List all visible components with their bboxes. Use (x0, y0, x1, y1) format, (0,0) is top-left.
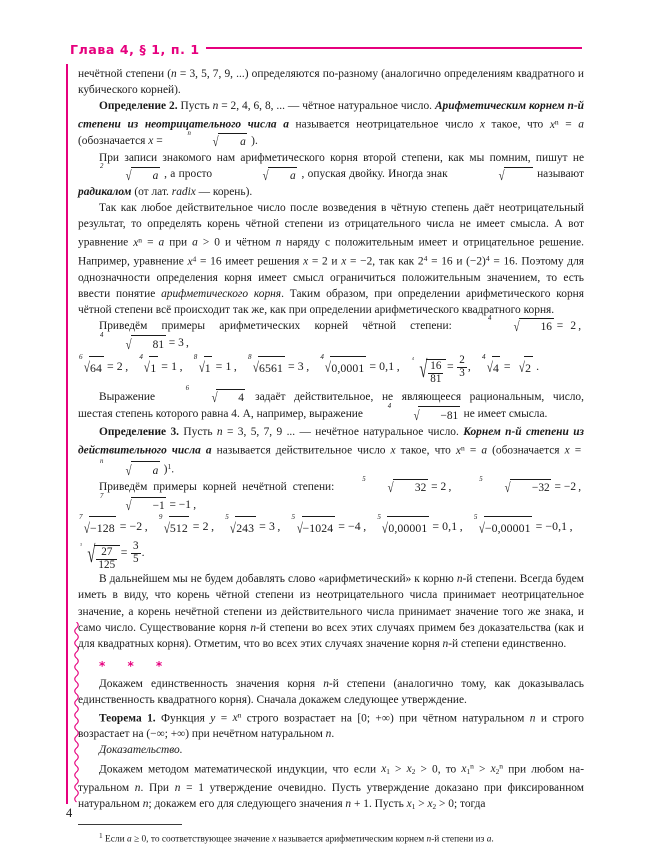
term-arithmetic-root: арифметического корня (161, 287, 282, 300)
footnote-ref: 1 (167, 461, 172, 471)
latin-radix: radix (171, 186, 196, 199)
radical-2-a: 2 √ a (100, 163, 159, 184)
footnote-text: $^1$ Если a ≥ 0, то соответствующее значение x называется арифметическим корнем n-й степени из a. (99, 830, 494, 844)
definition-3-label: Определение 3. (99, 425, 180, 438)
math-row-even-examples: 6 √64 = 2 , 4 √1 = 1 , 8 √1 = 1 , 8 √6561 = 3 , 4 √0,0001 = 0,1 , 4 √ $\frac{16}{81}$ = $\frac{2}{3}$ , 4 √4 = √2 . (79, 352, 540, 385)
paragraph-expression-6root4: Выражение 6 √ 4 задаёт действительное, не являющееся рациональным, число, шестая степень которого равна 4. А, например, выражение 4 √ −81 не имеет смысла. (78, 385, 584, 424)
definition-3: Определение 3. Пусть n = 3, 5, 7, 9 ... — нечётное натуральное число. Корнем n-й степени из действительного числа a называется действительное число x такое, что $x^n = a$ (обозначается x = n √ a )$^1$. (78, 425, 584, 479)
radical-7-neg128: 7 √−128 (79, 516, 116, 539)
paragraph-even-degree: Так как любое действительное число после возведения в чётную степень даёт неотрицательный результат, то определять корень чётной степени из отрицательного числа не имеет смысла. А вот уравнение $x^n = a$ при a > 0 и чётном n наряду с положительным имеет и отрицательное решение. Например, уравнение $x^4 = 16$ имеет решения x = 2 и x = −2, так как $2^4 = 16$ и $(-2)^4 = 16$. Поэтому для однозначности определения корня имеет смысл ограничиться положительным значением, то есть ввести понятие арифметического корня. Таким образом, при определении арифметического корня чётной степени всё происходит так же, как при определении арифметического квадратного корня. (78, 202, 584, 316)
radical-6-4: 6 √ 4 (185, 385, 244, 407)
radical-sqrt-a: √ a (216, 167, 297, 185)
text-column (78, 66, 584, 846)
radical-6-64: 6 √64 (79, 356, 104, 379)
math-row-odd-fraction: 3 √ $\frac{27}{125}$ = $\frac{3}{5}$ . (80, 539, 145, 571)
paragraph-future-convention: В дальнейшем мы не будем добавлять слово «арифметический» к корню n-й степени. Всегда будем иметь в виду, что корень чётной степени из неотрицательного числа принимает неотрицательное значение, а корень нечётной степени из действительного числа принимает значение того же знака, и само число. Существование корня n-й степени во всех этих случаях примем без доказательства (как и для квадратных корня). Отметим, что во всех этих случаях значение корня n-й степени единственно. (78, 573, 584, 650)
definition-2-term: Арифметическим корнем n-й степени из неотрицательного числа a (78, 100, 584, 131)
radical-4-4: 4 √4 (482, 356, 501, 379)
paragraph-continuation: нечётной степени (n = 3, 5, 7, 9, ...) определяются по-разному (аналогично определениям квадратного и кубического корней). (78, 68, 585, 97)
proof-label (78, 742, 584, 758)
paragraph-radical: При записи знакомого нам арифметического корня второй степени, как мы помним, пишут не 2 √ a , а просто √ a , опуская двойку. Иногда знак √ называют радикалом (от лат. radix — корень). (78, 152, 584, 199)
radical-4-81: 4 √ 81 (100, 332, 165, 353)
paragraph-proof: Докажем методом математической индукции, что если $x_1 > x_2 > 0$, то $x_1^n > x_2^n$ при любом натуральном n. При n = 1 утверждение очевидно. Пусть утверждение доказано при фиксированном натуральном n; докажем его для следующего значения n + 1. Пусть $x_1 > x_2 > 0$; тогда (78, 761, 584, 812)
definition-3-term: Корнем n-й степени из действительного числа a (78, 425, 584, 457)
radical-7-neg1: 7 √ −1 (100, 493, 165, 514)
fraction-3-5: $\frac{3}{5}$ (133, 539, 139, 565)
definition-2-label: Определение 2. (99, 100, 178, 113)
fraction-27-125: $\frac{27}{125}$ (98, 545, 116, 571)
radical-5-243: 5 √243 (225, 516, 256, 539)
radical-n-a-odd: n √ a (100, 458, 159, 479)
radical-n-a: n √ a (187, 129, 246, 151)
footnote-separator (78, 824, 182, 825)
paragraph-uniqueness: Докажем единственность значения корня n-й степени (аналогично тому, как доказывалась единственность квадратного корня). Сначала докажем следующее утверждение. (78, 677, 584, 706)
section-separator-asterisks: * * * (99, 658, 172, 673)
math-row-odd-examples: 7 √−128 = −2 , 9 √512 = 2 , 5 √243 = 3 , 5 √−1024 = −4 , 5 √0,00001 = 0,1 , 5 √−0,00001 = −0,1 , (78, 516, 584, 539)
margin-accent-bar (66, 64, 68, 804)
term-radikal: радикалом (78, 186, 132, 199)
radical-5-32: 5 √ 32 (362, 475, 427, 497)
running-head (70, 38, 582, 60)
radical-sqrt-2: √2 (514, 356, 533, 379)
radical-5-000001: 5 √0,00001 (377, 516, 429, 539)
chapter-heading: Глава 4, § 1, п. 1 (70, 41, 200, 57)
radical-5-neg000001: 5 √−0,00001 (474, 516, 532, 539)
page-number: 4 (66, 806, 73, 820)
radical-4-16: 4 √ 16 (487, 314, 552, 336)
radical-4-00001: 4 √0,0001 (320, 356, 366, 379)
theorem-1-label: Теорема 1. (99, 712, 156, 725)
radical-4-neg81: 4 √ −81 (387, 403, 459, 424)
radical-sign: √ (452, 167, 533, 185)
paragraph-odd-examples: Приведём примеры корней нечётной степени: 5 √ 32 = 2 , 5 √ −32 = −2 , 7 √ −1 = −1 , (78, 479, 584, 514)
radical-9-512: 9 √512 (159, 516, 190, 539)
proof-heading: Доказательство. (99, 744, 183, 757)
paragraph-even-examples: Приведём примеры арифметических корней чётной степени: 4 √ 16 = 2 , 4 √ 81 = 3 , (78, 318, 584, 353)
radical-4-1: 4 √1 (139, 356, 158, 379)
radical-8-1: 8 √1 (194, 356, 213, 379)
definition-2: Определение 2. Пусть n = 2, 4, 6, 8, ... — чётное натуральное число. Арифметическим корнем n-й степени из неотрицательного числа a называется неотрицательное число x такое, что $x^n = a$ (обозначается x = n √ a ). (78, 100, 584, 151)
footnote-number: 1 (99, 830, 103, 840)
fraction-2-3: $\frac{2}{3}$ (459, 354, 465, 379)
header-rule (206, 47, 582, 49)
theorem-1: Теорема 1. Функция $y = x^n$ строго возрастает на [0; +∞) при чётном натуральном n и строго возрастает на (−∞; +∞) при нечётном натуральном n. (78, 710, 585, 741)
radical-8-6561: 8 √6561 (248, 356, 285, 379)
radical-4-frac-16-81: 4 √ $\frac{16}{81}$ (411, 358, 446, 386)
radical-3-frac-27-125: 3 √ $\frac{27}{125}$ (79, 543, 120, 571)
radical-5-neg32: 5 √ −32 (479, 475, 550, 497)
radical-5-neg1024: 5 √−1024 (292, 516, 335, 539)
fraction-16-81: $\frac{16}{81}$ (430, 360, 442, 385)
